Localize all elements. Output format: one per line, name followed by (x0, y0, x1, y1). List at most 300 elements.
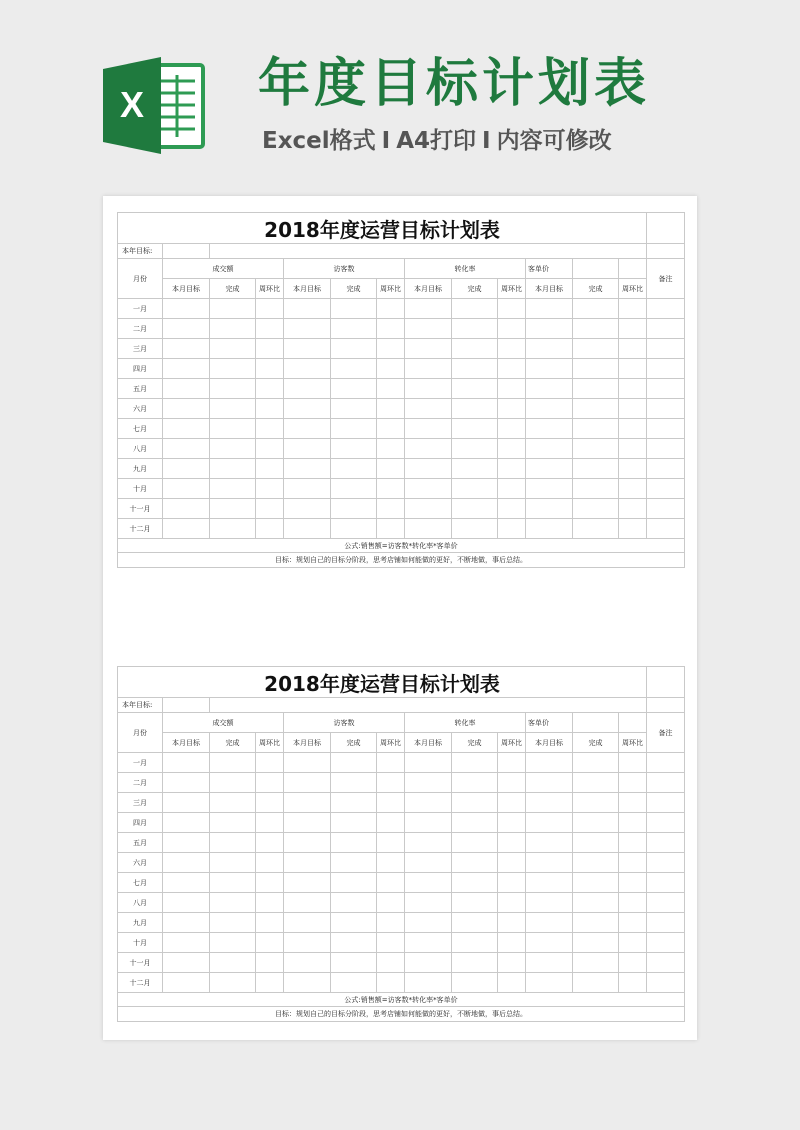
data-cell[interactable] (405, 773, 452, 793)
data-cell[interactable] (526, 299, 573, 319)
data-cell[interactable] (331, 319, 377, 339)
data-cell[interactable] (210, 873, 256, 893)
data-cell[interactable] (256, 813, 284, 833)
data-cell[interactable] (647, 893, 685, 913)
data-cell[interactable] (163, 773, 210, 793)
data-cell[interactable] (210, 439, 256, 459)
data-cell[interactable] (619, 873, 647, 893)
data-cell[interactable] (573, 873, 619, 893)
data-cell[interactable] (377, 339, 405, 359)
data-cell[interactable] (331, 479, 377, 499)
data-cell[interactable] (377, 773, 405, 793)
data-cell[interactable] (163, 893, 210, 913)
data-cell[interactable] (210, 953, 256, 973)
data-cell[interactable] (498, 753, 526, 773)
data-cell[interactable] (331, 793, 377, 813)
data-cell[interactable] (526, 833, 573, 853)
data-cell[interactable] (163, 853, 210, 873)
data-cell[interactable] (573, 379, 619, 399)
data-cell[interactable] (377, 519, 405, 539)
data-cell[interactable] (210, 773, 256, 793)
data-cell[interactable] (331, 379, 377, 399)
data-cell[interactable] (331, 913, 377, 933)
data-cell[interactable] (619, 359, 647, 379)
data-cell[interactable] (647, 773, 685, 793)
data-cell[interactable] (256, 953, 284, 973)
empty-cell[interactable] (210, 698, 647, 713)
data-cell[interactable] (163, 793, 210, 813)
data-cell[interactable] (210, 933, 256, 953)
data-cell[interactable] (377, 399, 405, 419)
data-cell[interactable] (377, 813, 405, 833)
year-target-value[interactable] (163, 698, 210, 713)
data-cell[interactable] (452, 933, 498, 953)
data-cell[interactable] (256, 933, 284, 953)
data-cell[interactable] (498, 459, 526, 479)
data-cell[interactable] (498, 499, 526, 519)
data-cell[interactable] (284, 479, 331, 499)
data-cell[interactable] (405, 459, 452, 479)
data-cell[interactable] (331, 439, 377, 459)
data-cell[interactable] (377, 753, 405, 773)
data-cell[interactable] (377, 913, 405, 933)
data-cell[interactable] (331, 813, 377, 833)
data-cell[interactable] (573, 813, 619, 833)
data-cell[interactable] (498, 339, 526, 359)
data-cell[interactable] (573, 753, 619, 773)
data-cell[interactable] (377, 973, 405, 993)
data-cell[interactable] (163, 913, 210, 933)
data-cell[interactable] (210, 479, 256, 499)
data-cell[interactable] (526, 793, 573, 813)
data-cell[interactable] (163, 873, 210, 893)
data-cell[interactable] (498, 379, 526, 399)
data-cell[interactable] (256, 913, 284, 933)
data-cell[interactable] (210, 893, 256, 913)
data-cell[interactable] (284, 773, 331, 793)
data-cell[interactable] (647, 793, 685, 813)
data-cell[interactable] (573, 833, 619, 853)
data-cell[interactable] (331, 519, 377, 539)
data-cell[interactable] (256, 773, 284, 793)
empty-cell[interactable] (647, 213, 685, 244)
data-cell[interactable] (573, 399, 619, 419)
data-cell[interactable] (647, 419, 685, 439)
data-cell[interactable] (210, 379, 256, 399)
data-cell[interactable] (163, 499, 210, 519)
data-cell[interactable] (377, 933, 405, 953)
data-cell[interactable] (619, 913, 647, 933)
data-cell[interactable] (526, 753, 573, 773)
data-cell[interactable] (256, 753, 284, 773)
data-cell[interactable] (405, 359, 452, 379)
data-cell[interactable] (526, 813, 573, 833)
data-cell[interactable] (377, 499, 405, 519)
data-cell[interactable] (405, 933, 452, 953)
data-cell[interactable] (647, 833, 685, 853)
data-cell[interactable] (331, 873, 377, 893)
data-cell[interactable] (498, 479, 526, 499)
data-cell[interactable] (573, 299, 619, 319)
data-cell[interactable] (647, 439, 685, 459)
data-cell[interactable] (284, 913, 331, 933)
data-cell[interactable] (256, 793, 284, 813)
data-cell[interactable] (498, 813, 526, 833)
data-cell[interactable] (619, 953, 647, 973)
data-cell[interactable] (452, 833, 498, 853)
data-cell[interactable] (452, 913, 498, 933)
data-cell[interactable] (377, 873, 405, 893)
data-cell[interactable] (163, 479, 210, 499)
data-cell[interactable] (647, 359, 685, 379)
data-cell[interactable] (210, 519, 256, 539)
data-cell[interactable] (498, 793, 526, 813)
data-cell[interactable] (331, 459, 377, 479)
data-cell[interactable] (210, 499, 256, 519)
data-cell[interactable] (452, 459, 498, 479)
data-cell[interactable] (498, 933, 526, 953)
data-cell[interactable] (163, 419, 210, 439)
data-cell[interactable] (526, 773, 573, 793)
data-cell[interactable] (256, 833, 284, 853)
data-cell[interactable] (377, 479, 405, 499)
data-cell[interactable] (405, 379, 452, 399)
data-cell[interactable] (619, 833, 647, 853)
data-cell[interactable] (256, 399, 284, 419)
data-cell[interactable] (452, 953, 498, 973)
data-cell[interactable] (405, 913, 452, 933)
data-cell[interactable] (452, 973, 498, 993)
data-cell[interactable] (619, 499, 647, 519)
data-cell[interactable] (210, 793, 256, 813)
empty-cell[interactable] (647, 698, 685, 713)
data-cell[interactable] (405, 339, 452, 359)
data-cell[interactable] (526, 953, 573, 973)
data-cell[interactable] (498, 399, 526, 419)
data-cell[interactable] (526, 519, 573, 539)
data-cell[interactable] (377, 833, 405, 853)
data-cell[interactable] (405, 953, 452, 973)
data-cell[interactable] (452, 439, 498, 459)
data-cell[interactable] (452, 419, 498, 439)
data-cell[interactable] (452, 299, 498, 319)
empty-cell[interactable] (647, 667, 685, 698)
data-cell[interactable] (452, 753, 498, 773)
data-cell[interactable] (163, 933, 210, 953)
data-cell[interactable] (573, 419, 619, 439)
data-cell[interactable] (163, 753, 210, 773)
data-cell[interactable] (498, 419, 526, 439)
data-cell[interactable] (405, 893, 452, 913)
data-cell[interactable] (452, 359, 498, 379)
data-cell[interactable] (452, 319, 498, 339)
data-cell[interactable] (573, 439, 619, 459)
data-cell[interactable] (284, 753, 331, 773)
data-cell[interactable] (284, 379, 331, 399)
data-cell[interactable] (284, 299, 331, 319)
data-cell[interactable] (331, 833, 377, 853)
data-cell[interactable] (647, 339, 685, 359)
data-cell[interactable] (284, 519, 331, 539)
data-cell[interactable] (573, 519, 619, 539)
data-cell[interactable] (498, 519, 526, 539)
empty-cell[interactable] (573, 713, 619, 733)
data-cell[interactable] (163, 813, 210, 833)
data-cell[interactable] (452, 479, 498, 499)
data-cell[interactable] (647, 499, 685, 519)
data-cell[interactable] (210, 833, 256, 853)
data-cell[interactable] (647, 873, 685, 893)
data-cell[interactable] (284, 893, 331, 913)
empty-cell[interactable] (573, 259, 619, 279)
data-cell[interactable] (647, 933, 685, 953)
data-cell[interactable] (405, 753, 452, 773)
data-cell[interactable] (377, 793, 405, 813)
data-cell[interactable] (619, 319, 647, 339)
data-cell[interactable] (256, 853, 284, 873)
data-cell[interactable] (619, 793, 647, 813)
data-cell[interactable] (284, 953, 331, 973)
data-cell[interactable] (452, 793, 498, 813)
data-cell[interactable] (163, 359, 210, 379)
data-cell[interactable] (331, 773, 377, 793)
data-cell[interactable] (163, 319, 210, 339)
data-cell[interactable] (284, 339, 331, 359)
data-cell[interactable] (331, 339, 377, 359)
data-cell[interactable] (526, 459, 573, 479)
data-cell[interactable] (284, 439, 331, 459)
data-cell[interactable] (256, 419, 284, 439)
data-cell[interactable] (377, 299, 405, 319)
data-cell[interactable] (284, 319, 331, 339)
data-cell[interactable] (331, 499, 377, 519)
data-cell[interactable] (498, 893, 526, 913)
empty-cell[interactable] (619, 713, 647, 733)
data-cell[interactable] (405, 419, 452, 439)
data-cell[interactable] (647, 459, 685, 479)
data-cell[interactable] (284, 833, 331, 853)
empty-cell[interactable] (619, 259, 647, 279)
data-cell[interactable] (619, 419, 647, 439)
data-cell[interactable] (256, 379, 284, 399)
data-cell[interactable] (405, 299, 452, 319)
data-cell[interactable] (573, 853, 619, 873)
data-cell[interactable] (405, 873, 452, 893)
data-cell[interactable] (163, 459, 210, 479)
data-cell[interactable] (526, 479, 573, 499)
data-cell[interactable] (210, 753, 256, 773)
data-cell[interactable] (647, 953, 685, 973)
data-cell[interactable] (452, 399, 498, 419)
data-cell[interactable] (405, 399, 452, 419)
data-cell[interactable] (526, 853, 573, 873)
data-cell[interactable] (619, 299, 647, 319)
data-cell[interactable] (573, 359, 619, 379)
data-cell[interactable] (647, 319, 685, 339)
empty-cell[interactable] (210, 244, 647, 259)
data-cell[interactable] (331, 953, 377, 973)
data-cell[interactable] (331, 399, 377, 419)
data-cell[interactable] (498, 953, 526, 973)
data-cell[interactable] (163, 339, 210, 359)
data-cell[interactable] (284, 419, 331, 439)
data-cell[interactable] (619, 933, 647, 953)
data-cell[interactable] (452, 773, 498, 793)
data-cell[interactable] (405, 793, 452, 813)
data-cell[interactable] (331, 973, 377, 993)
data-cell[interactable] (256, 873, 284, 893)
data-cell[interactable] (619, 853, 647, 873)
data-cell[interactable] (284, 933, 331, 953)
data-cell[interactable] (284, 359, 331, 379)
data-cell[interactable] (405, 319, 452, 339)
data-cell[interactable] (498, 973, 526, 993)
data-cell[interactable] (619, 459, 647, 479)
data-cell[interactable] (647, 479, 685, 499)
data-cell[interactable] (452, 379, 498, 399)
data-cell[interactable] (573, 933, 619, 953)
data-cell[interactable] (284, 399, 331, 419)
data-cell[interactable] (210, 913, 256, 933)
data-cell[interactable] (210, 973, 256, 993)
data-cell[interactable] (619, 439, 647, 459)
data-cell[interactable] (526, 359, 573, 379)
data-cell[interactable] (377, 319, 405, 339)
data-cell[interactable] (256, 499, 284, 519)
data-cell[interactable] (498, 359, 526, 379)
data-cell[interactable] (619, 773, 647, 793)
data-cell[interactable] (256, 299, 284, 319)
data-cell[interactable] (284, 499, 331, 519)
data-cell[interactable] (573, 339, 619, 359)
data-cell[interactable] (377, 439, 405, 459)
year-target-value[interactable] (163, 244, 210, 259)
data-cell[interactable] (405, 519, 452, 539)
data-cell[interactable] (498, 853, 526, 873)
data-cell[interactable] (619, 753, 647, 773)
data-cell[interactable] (498, 873, 526, 893)
data-cell[interactable] (405, 479, 452, 499)
data-cell[interactable] (405, 973, 452, 993)
data-cell[interactable] (163, 973, 210, 993)
data-cell[interactable] (647, 519, 685, 539)
data-cell[interactable] (619, 479, 647, 499)
data-cell[interactable] (573, 499, 619, 519)
data-cell[interactable] (210, 339, 256, 359)
data-cell[interactable] (619, 893, 647, 913)
data-cell[interactable] (498, 833, 526, 853)
data-cell[interactable] (619, 399, 647, 419)
data-cell[interactable] (526, 873, 573, 893)
data-cell[interactable] (284, 973, 331, 993)
data-cell[interactable] (284, 853, 331, 873)
data-cell[interactable] (377, 419, 405, 439)
data-cell[interactable] (163, 953, 210, 973)
data-cell[interactable] (256, 479, 284, 499)
data-cell[interactable] (647, 379, 685, 399)
data-cell[interactable] (256, 359, 284, 379)
data-cell[interactable] (526, 893, 573, 913)
data-cell[interactable] (405, 439, 452, 459)
data-cell[interactable] (377, 459, 405, 479)
data-cell[interactable] (573, 793, 619, 813)
data-cell[interactable] (647, 299, 685, 319)
data-cell[interactable] (619, 973, 647, 993)
data-cell[interactable] (647, 399, 685, 419)
data-cell[interactable] (647, 853, 685, 873)
data-cell[interactable] (573, 773, 619, 793)
data-cell[interactable] (163, 519, 210, 539)
data-cell[interactable] (405, 499, 452, 519)
data-cell[interactable] (526, 973, 573, 993)
data-cell[interactable] (256, 319, 284, 339)
data-cell[interactable] (526, 913, 573, 933)
data-cell[interactable] (526, 319, 573, 339)
data-cell[interactable] (210, 399, 256, 419)
data-cell[interactable] (526, 339, 573, 359)
data-cell[interactable] (647, 753, 685, 773)
data-cell[interactable] (210, 813, 256, 833)
data-cell[interactable] (452, 853, 498, 873)
data-cell[interactable] (498, 773, 526, 793)
data-cell[interactable] (284, 459, 331, 479)
data-cell[interactable] (573, 479, 619, 499)
data-cell[interactable] (284, 873, 331, 893)
data-cell[interactable] (377, 893, 405, 913)
data-cell[interactable] (256, 893, 284, 913)
data-cell[interactable] (256, 439, 284, 459)
data-cell[interactable] (405, 813, 452, 833)
data-cell[interactable] (619, 519, 647, 539)
data-cell[interactable] (647, 913, 685, 933)
data-cell[interactable] (619, 813, 647, 833)
data-cell[interactable] (331, 933, 377, 953)
data-cell[interactable] (452, 499, 498, 519)
data-cell[interactable] (377, 853, 405, 873)
data-cell[interactable] (331, 359, 377, 379)
data-cell[interactable] (452, 873, 498, 893)
data-cell[interactable] (498, 299, 526, 319)
data-cell[interactable] (405, 853, 452, 873)
data-cell[interactable] (256, 459, 284, 479)
data-cell[interactable] (256, 973, 284, 993)
data-cell[interactable] (405, 833, 452, 853)
data-cell[interactable] (452, 519, 498, 539)
data-cell[interactable] (526, 419, 573, 439)
data-cell[interactable] (284, 813, 331, 833)
data-cell[interactable] (526, 933, 573, 953)
data-cell[interactable] (452, 893, 498, 913)
data-cell[interactable] (526, 499, 573, 519)
data-cell[interactable] (377, 379, 405, 399)
data-cell[interactable] (256, 519, 284, 539)
data-cell[interactable] (647, 813, 685, 833)
data-cell[interactable] (498, 319, 526, 339)
data-cell[interactable] (573, 913, 619, 933)
data-cell[interactable] (331, 753, 377, 773)
data-cell[interactable] (163, 399, 210, 419)
data-cell[interactable] (284, 793, 331, 813)
data-cell[interactable] (331, 893, 377, 913)
data-cell[interactable] (210, 299, 256, 319)
data-cell[interactable] (331, 419, 377, 439)
data-cell[interactable] (377, 359, 405, 379)
data-cell[interactable] (498, 439, 526, 459)
data-cell[interactable] (573, 459, 619, 479)
data-cell[interactable] (573, 973, 619, 993)
data-cell[interactable] (210, 319, 256, 339)
data-cell[interactable] (619, 339, 647, 359)
